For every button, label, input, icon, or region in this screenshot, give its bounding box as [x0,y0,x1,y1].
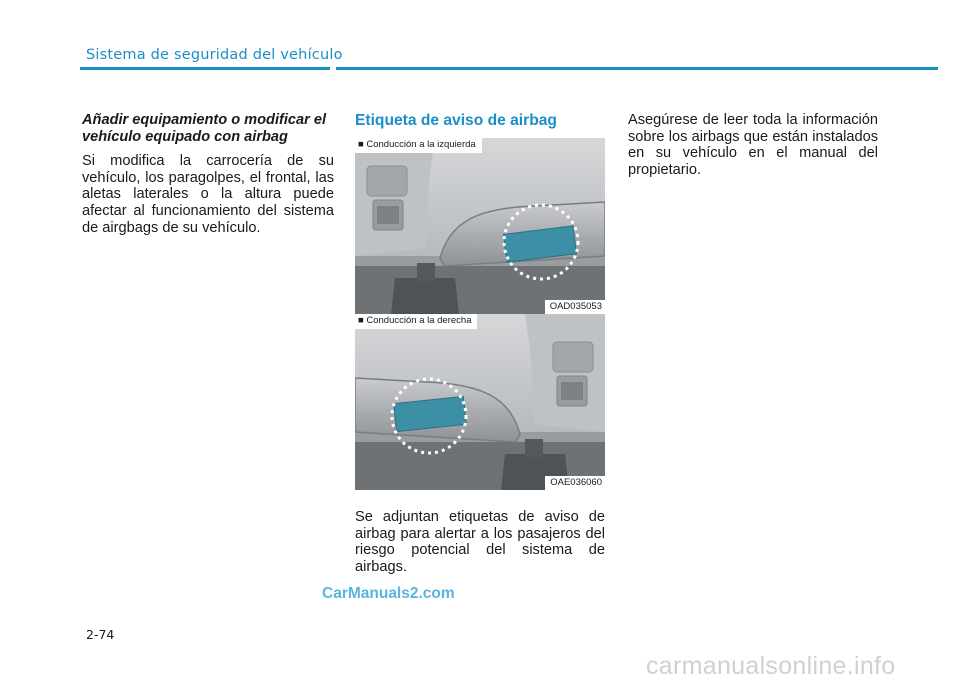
paragraph: Se adjuntan etiquetas de aviso de airbag para alertar a los pasajeros del riesgo potencial del sistema de airbags. [355,509,605,575]
footer-watermark: carmanualsonline.info [646,652,896,680]
column-left [82,112,334,236]
watermark-link[interactable]: CarManuals2.com [322,585,455,602]
header-rule [80,67,938,70]
paragraph: Si modifica la carrocería de su vehículo, los paragolpes, el frontal, las aletas laterales o la altura puede afectar al funcionamiento del sistema de airgbags de su vehículo. [82,153,334,236]
figure-code: OAD035053 [545,300,605,314]
page-number: 2-74 [86,627,115,642]
figure-left-hand-drive [355,138,605,314]
figure-right-hand-drive [355,314,605,490]
figure-tag: ■ Conducción a la izquierda [355,138,482,153]
section-header: Sistema de seguridad del vehículo [86,47,343,63]
figure-code: OAE036060 [545,476,605,490]
column-right [628,112,878,178]
figure-tag: ■ Conducción a la derecha [355,314,477,329]
paragraph: Asegúrese de leer toda la información sobre los airbags que están instalados en su vehículo en el manual del propietario. [628,112,878,178]
sun-visor-illustration [355,138,605,314]
section-title: Etiqueta de aviso de airbag [355,112,557,129]
column-middle [355,112,605,130]
sun-visor-illustration [355,314,605,490]
subheading: Añadir equipamiento o modificar el vehículo equipado con airbag [82,112,327,145]
header-rule-gap [330,66,336,71]
